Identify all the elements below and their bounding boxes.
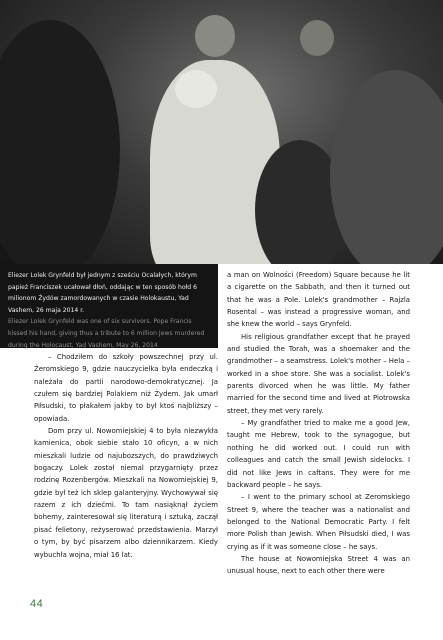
paragraph: a man on Wolności (Freedom) Square because he lit a cigarette on the Sabbath, and then it turned out that he was a Pole. Lolek's grandmother – Rajzla Rosental – was instead a progressive woman, and she knew the world – says Grynfeld. — [227, 271, 410, 329]
paragraph: – My grandfather tried to make me a good Jew, taught me Hebrew, took to the synagogue, but nothing he did worked out. I could run with colleagues and catch the small Jewish sidelocks. I did not like Jews in caftans. They were for me backward people – he says. — [227, 419, 410, 489]
photo-figure-background-head-2 — [300, 20, 334, 56]
photo-caption — [0, 264, 218, 348]
photo-pope-kissing-survivor-hand — [0, 0, 443, 264]
paragraph: The house at Nowomiejska Street 4 was an unusual house, next to each other there were — [227, 554, 410, 576]
photo-figure-left — [0, 20, 120, 264]
paragraph: His religious grandfather except that he prayed and studied the Torah, was a shoemaker and the grandmother – a seamstress. Lolek's mother – Hela – worked in a shoe store. She was a socialist. Lolek's parents divorced when he was little. My father married for the second time and lived at Piotrowska street, they met very rarely. — [227, 332, 410, 415]
right-text-column — [227, 269, 410, 578]
paragraph: – I went to the primary school at Zeromskiego Street 9, where the teacher was a nationalist and belonged to the National Democratic Party. I felt more Polish than Jewish. When Piłsudski died, I was crying as if it was someone close – he says. — [227, 493, 410, 551]
caption-english: Eliezer Lolek Grynfeld was one of six survivors. Pope Francis kissed his hand, giving thus a tribute to 6 million Jews murdered during the Holocaust, Yad Vashem, May 26, 2014 — [8, 318, 205, 349]
left-text-column — [34, 351, 218, 561]
photo-figure-right — [330, 70, 443, 264]
page-number: 44 — [30, 598, 44, 610]
photo-figure-background-head — [195, 15, 235, 57]
caption-polish: Eliezer Lolek Grynfeld był jednym z sześciu Ocalałych, którym papież Franciszek ucałował dłoń, oddając w ten sposób hołd 6 milionom Żydów zamordowanych w czasie Holokaustu, Yad Vashem, 26 maja 2014 r. — [8, 272, 197, 314]
paragraph: – Chodziłem do szkoły powszechnej przy ul. Żeromskiego 9, gdzie nauczycielka była endeczką i należała do partii narodowo-demokratycznej. Ja czułem się bardziej Polakiem niż Żydem. Jak umarł Piłsudski, to płakałem jakby to był ktoś najbliższy – opowiada. — [34, 353, 218, 423]
paragraph: Dom przy ul. Nowomiejskiej 4 to była niezwykła kamienica, obok siebie stało 10 oficyn, a w nich mieszkali ludzie od najubozszych, do prawdziwych bogaczy. Lolek został niemal przygarnięty przez rodzinę Rozenbergów. Mieszkali na Nowomiejskiej 9, gdzie był też ich sklep galanteryjny. Wychowywał się razem z ich dziećmi. To tam nasiąknął życiem bohemy, zainteresował się literaturą i sztuką, zaczął pisać felietony, reżyserować przedstawienia. Marzył o tym, by być pisarzem albo dziennikarzem. Kiedy wybuchła wojna, miał 16 lat. — [34, 427, 218, 559]
photo-figure-pope-head — [175, 70, 217, 108]
